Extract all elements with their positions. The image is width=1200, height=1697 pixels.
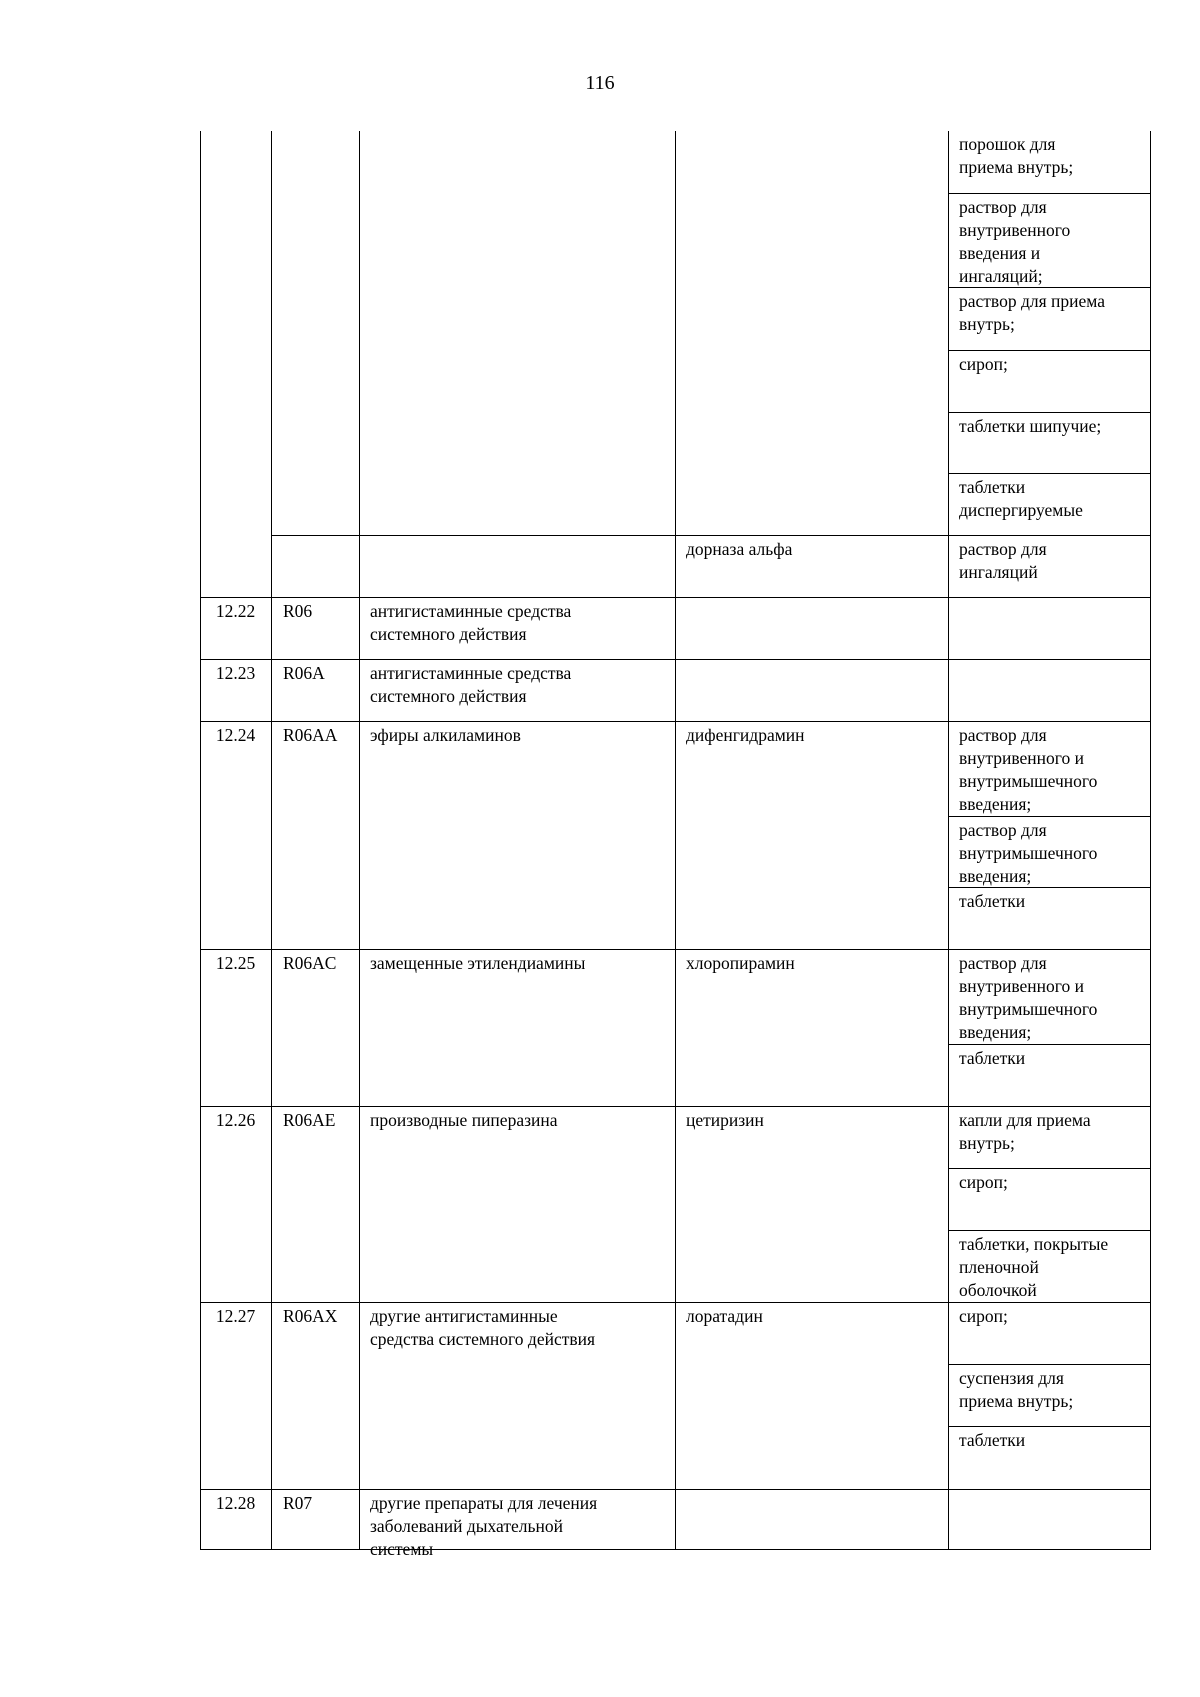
medication-table — [200, 131, 1151, 1559]
dosage-form-cell: сироп; — [959, 354, 1008, 374]
group-name-cell: эфиры алкиламинов — [370, 725, 521, 745]
atc-code-cell: R06AE — [283, 1110, 336, 1130]
dosage-form-cell: капли для приема внутрь; — [959, 1110, 1091, 1153]
row-number-cell: 12.25 — [215, 953, 256, 973]
row-number-cell: 12.22 — [215, 601, 256, 621]
row-number-cell: 12.23 — [215, 663, 256, 683]
dosage-form-cell: раствор для внутривенного и внутримышечного введения; — [959, 953, 1098, 1042]
group-name-cell: антигистаминные средства системного действия — [370, 601, 572, 644]
inn-cell: лоратадин — [686, 1306, 763, 1326]
dosage-form-cell: раствор для внутривенного введения и ингаляций; — [959, 197, 1071, 286]
dosage-form-cell: сироп; — [959, 1172, 1008, 1192]
dosage-form-cell: раствор для приема внутрь; — [959, 291, 1105, 334]
column-divider — [675, 131, 676, 1549]
dosage-form-cell: таблетки — [959, 891, 1026, 911]
group-name-cell: другие антигистаминные средства системного действия — [370, 1306, 596, 1349]
dosage-form-cell: таблетки, покрытые пленочной оболочкой — [959, 1234, 1109, 1300]
row-number-cell: 12.28 — [215, 1493, 256, 1513]
atc-code-cell: R06A — [283, 663, 325, 683]
table-border-right — [1150, 131, 1151, 1549]
page-number: 116 — [585, 72, 615, 94]
atc-code-cell: R06AC — [283, 953, 337, 973]
row-number-cell: 12.26 — [215, 1110, 256, 1130]
column-divider — [359, 131, 360, 1549]
row-number-cell: 12.27 — [215, 1306, 256, 1326]
dosage-form-cell: раствор для ингаляций — [959, 539, 1047, 582]
atc-code-cell: R06AA — [283, 725, 338, 745]
dosage-form-cell: раствор для внутримышечного введения; — [959, 820, 1098, 886]
group-name-cell: антигистаминные средства системного действия — [370, 663, 572, 706]
dosage-form-cell: суспензия для приема внутрь; — [959, 1368, 1074, 1411]
group-name-cell: замещенные этилендиамины — [370, 953, 586, 973]
atc-code-cell: R06 — [283, 601, 313, 621]
atc-code-cell: R07 — [283, 1493, 313, 1513]
dosage-form-cell: таблетки шипучие; — [959, 416, 1102, 436]
inn-cell: цетиризин — [686, 1110, 764, 1130]
dosage-form-cell: таблетки — [959, 1048, 1026, 1068]
column-divider — [948, 131, 949, 1549]
inn-cell: дифенгидрамин — [686, 725, 805, 745]
table-border-left — [200, 131, 201, 1549]
group-name-cell: другие препараты для лечения заболеваний дыхательной системы — [370, 1493, 598, 1559]
dosage-form-cell: раствор для внутривенного и внутримышечного введения; — [959, 725, 1098, 814]
dosage-form-cell: таблетки диспергируемые — [959, 477, 1083, 520]
table-border-bottom — [200, 1549, 1151, 1550]
column-divider — [271, 131, 272, 1549]
atc-code-cell: R06AX — [283, 1306, 338, 1326]
dosage-form-cell: таблетки — [959, 1430, 1026, 1450]
inn-cell: дорназа альфа — [686, 539, 793, 559]
dosage-form-cell: сироп; — [959, 1306, 1008, 1326]
inn-cell: хлоропирамин — [686, 953, 795, 973]
row-number-cell: 12.24 — [215, 725, 256, 745]
group-name-cell: производные пиперазина — [370, 1110, 558, 1130]
dosage-form-cell: порошок для приема внутрь; — [959, 134, 1074, 177]
